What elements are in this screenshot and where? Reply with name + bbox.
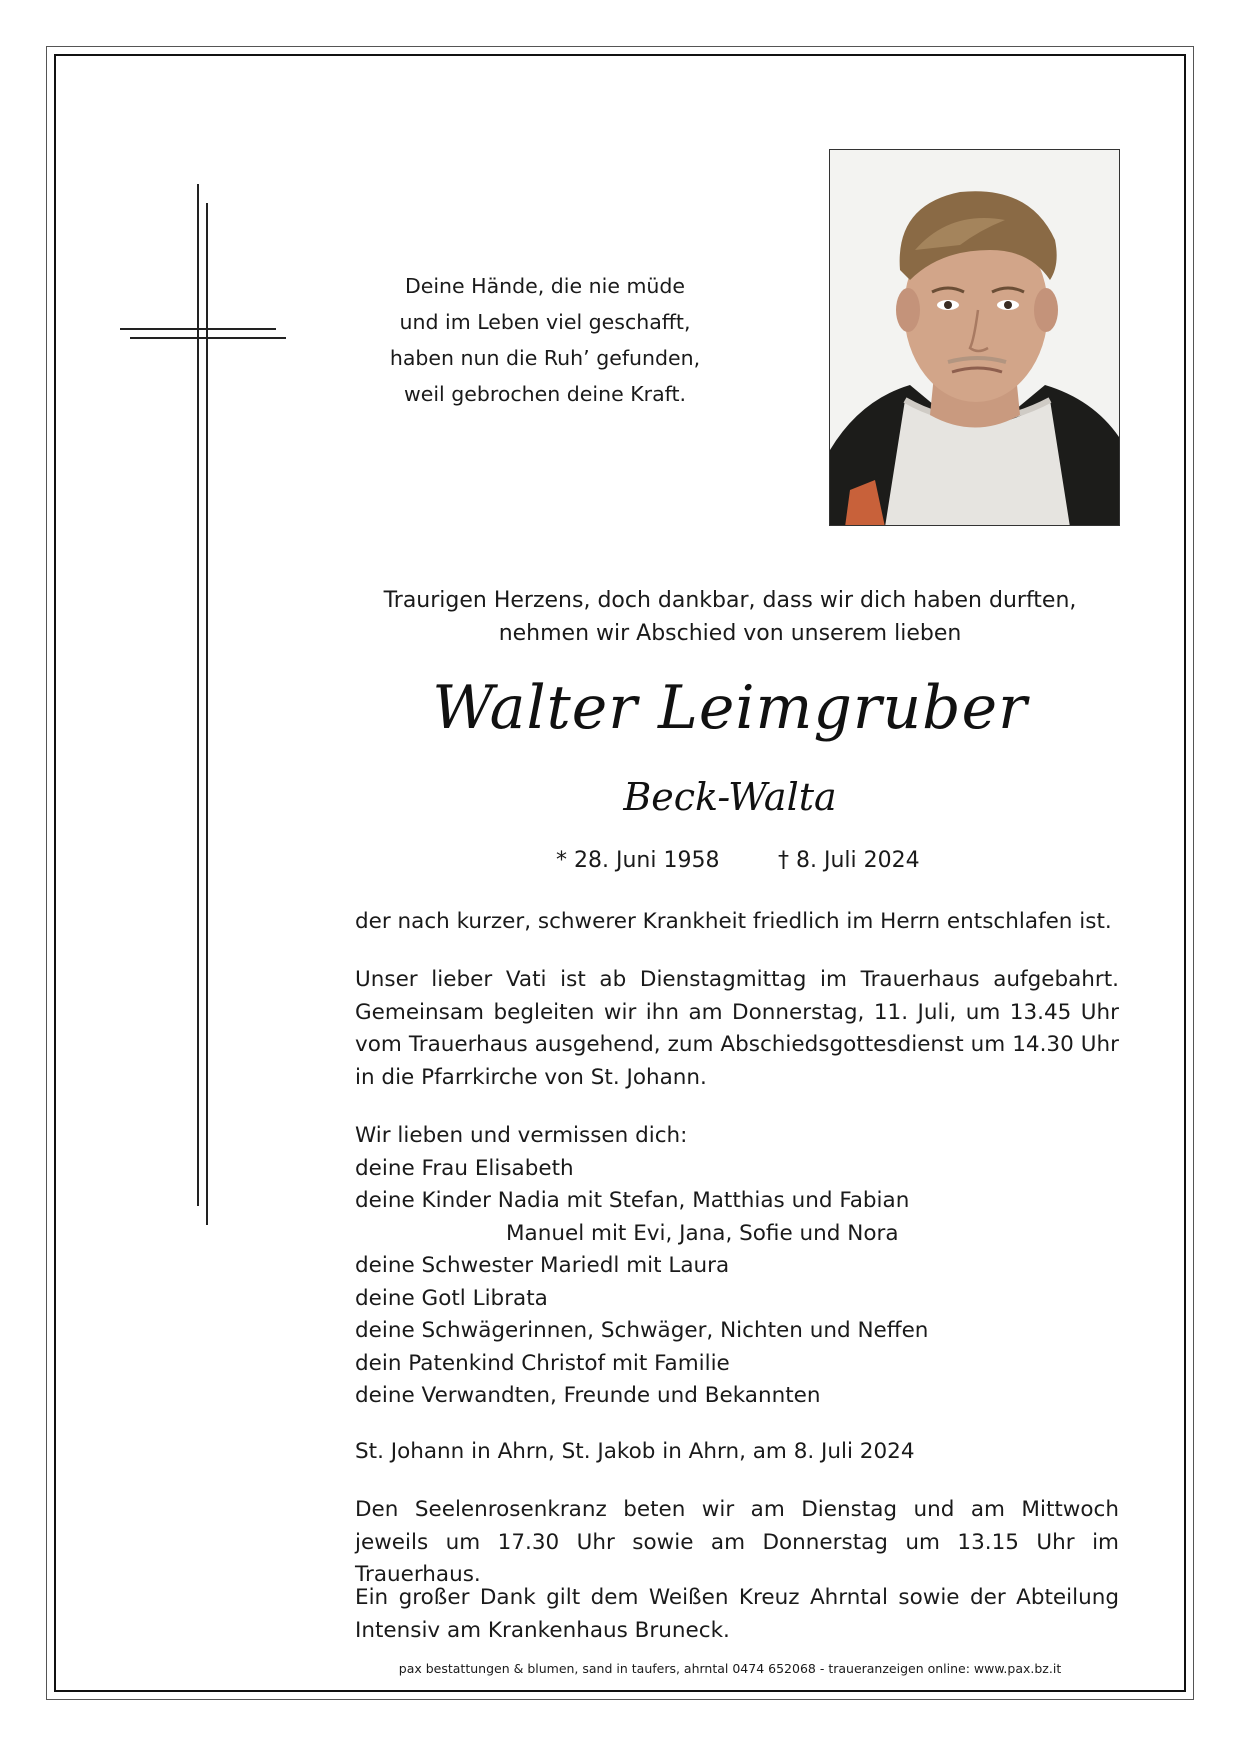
portrait-photo xyxy=(829,149,1120,526)
deceased-name: Walter Leimgruber xyxy=(432,673,1028,743)
verse-line: haben nun die Ruh’ gefunden, xyxy=(389,346,701,370)
mourner-line: deine Verwandten, Freunde und Bekannten xyxy=(355,1383,821,1408)
intro-line: Traurigen Herzens, doch dankbar, dass wir dich haben durften, xyxy=(383,588,1077,613)
birth-date: * 28. Juni 1958 xyxy=(556,848,720,873)
rosary-note: Den Seelenrosenkranz beten wir am Dienstag und am Mittwoch jeweils um 17.30 Uhr sowie am Donnerstag um 13.15 Uhr im Trauerhaus. xyxy=(355,1497,1119,1587)
death-date: † 8. Juli 2024 xyxy=(778,848,920,873)
mourner-line: deine Schwägerinnen, Schwäger, Nichten und Neffen xyxy=(355,1318,929,1343)
mourners-list xyxy=(355,1120,1119,1413)
thanks-note: Ein großer Dank gilt dem Weißen Kreuz Ahrntal sowie der Abteilung Intensiv am Krankenhaus Bruneck. xyxy=(355,1585,1119,1643)
memorial-verse xyxy=(355,268,735,412)
verse-line: Deine Hände, die nie müde xyxy=(404,274,686,298)
footer-imprint: pax bestattungen & blumen, sand in taufers, ahrntal 0474 652068 - traueranzeigen online: www.pax.bz.it xyxy=(398,1661,1062,1676)
mourner-line: deine Gotl Librata xyxy=(355,1285,548,1311)
intro-text xyxy=(340,584,1120,650)
funeral-details: Unser lieber Vati ist ab Dienstagmittag im Trauerhaus aufgebahrt. Gemeinsam begleiten wir ihn am Donnerstag, 11. Juli, um 13.45 Uhr vom Trauerhaus ausgehend, zum Abschiedsgottesdienst um 14.30 Uhr in die Pfarrkirche von St. Johann. xyxy=(355,967,1119,1090)
passing-text: der nach kurzer, schwerer Krankheit friedlich im Herrn entschlafen ist. xyxy=(355,909,1112,934)
deceased-nickname: Beck-Walta xyxy=(623,775,837,819)
mourner-line: dein Patenkind Christof mit Familie xyxy=(355,1350,730,1376)
verse-line: und im Leben viel geschafft, xyxy=(399,310,691,334)
mourners-heading: Wir lieben und vermissen dich: xyxy=(355,1123,688,1148)
mourner-line: Manuel mit Evi, Jana, Sofie und Nora xyxy=(506,1220,899,1246)
mourner-line: deine Frau Elisabeth xyxy=(355,1155,574,1181)
mourner-line: deine Kinder Nadia mit Stefan, Matthias und Fabian xyxy=(355,1188,910,1213)
place-date: St. Johann in Ahrn, St. Jakob in Ahrn, am 8. Juli 2024 xyxy=(355,1439,915,1464)
intro-line: nehmen wir Abschied von unserem lieben xyxy=(498,621,962,646)
mourner-line: deine Schwester Mariedl mit Laura xyxy=(355,1253,730,1278)
verse-line: weil gebrochen deine Kraft. xyxy=(403,382,687,406)
